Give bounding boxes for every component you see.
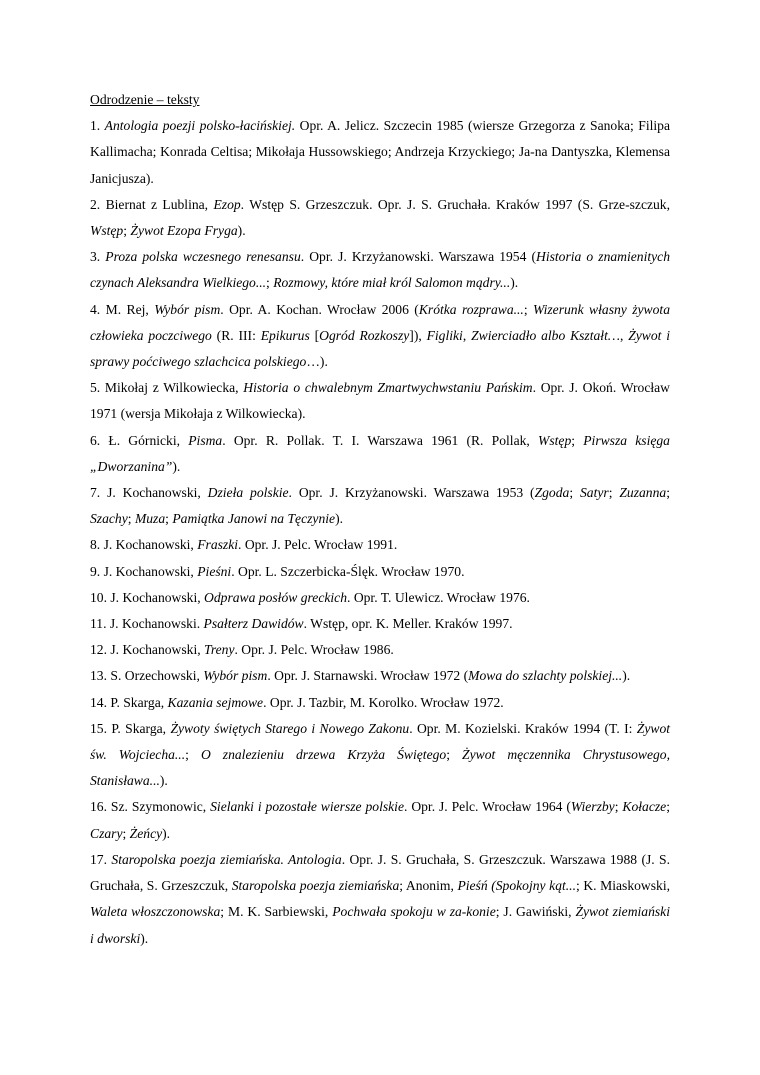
entry-title-text: Żeńcy <box>129 825 163 841</box>
entry-text: ). <box>335 511 343 527</box>
entry-text: ; <box>666 799 670 815</box>
bibliography-entry <box>90 113 670 192</box>
bibliography-entry <box>90 794 670 846</box>
entry-text: 12. J. Kochanowski, <box>90 642 205 658</box>
entry-text: ; M. K. Sarbiewski, <box>220 904 333 920</box>
entry-text: 5. Mikołaj z Wilkowiecka, <box>90 380 244 396</box>
entry-text: 17. <box>90 851 112 867</box>
entry-text: ; J. Gawiński, <box>495 904 576 920</box>
entry-text: ; <box>185 747 201 763</box>
entry-text: ; <box>446 747 463 763</box>
entry-title-text: Żywot Ezopa Fryga <box>130 223 238 239</box>
bibliography-entry <box>90 192 670 244</box>
entry-text: 16. Sz. Szymonowic, <box>90 799 211 815</box>
entry-title-text: Ogród Rozkoszy <box>319 327 410 343</box>
entry-title-text: Czary <box>90 825 123 841</box>
entry-text: ; <box>123 223 131 239</box>
bibliography-entry <box>90 847 670 952</box>
entry-text: ; <box>571 432 584 448</box>
entry-text: ). <box>159 773 168 789</box>
entry-title-text: Fraszki <box>197 537 239 553</box>
entry-title-text: Wybór pism <box>203 668 268 684</box>
entry-title-text: Wstęp <box>538 432 572 448</box>
entry-title-text: Pirwsza księga „Dworzanina” <box>90 432 670 474</box>
entry-title-text: Antologia poezji polsko-łacińskiej. <box>104 118 296 134</box>
entry-text: 6. Ł. Górnicki, <box>90 432 189 448</box>
entry-text: . Opr. J. Tazbir, M. Korolko. Wrocław 1972. <box>263 694 504 710</box>
bibliography-entry <box>90 375 670 427</box>
bibliography-entry <box>90 532 670 558</box>
entry-title-text: Wizerunk własny żywota człowieka poczciwego <box>90 301 670 343</box>
entry-title-text: Żywot św. Wojciecha... <box>90 720 671 763</box>
entry-text: ). <box>510 275 519 291</box>
entry-text: . Opr. J. S. Gruchała, S. Grzeszczuk. Warszawa 1988 (J. S. Gruchała, S. Grzeszczuk, <box>90 851 671 894</box>
entry-title-text: Żywot ziemiański i dworski <box>90 904 670 946</box>
entry-text: …). <box>306 354 328 370</box>
entry-text: ). <box>237 223 246 239</box>
entry-title-text: Muza <box>134 511 166 527</box>
entry-text: [ <box>309 327 320 343</box>
entry-title-text: Pisma <box>188 432 223 448</box>
entry-text: ). <box>172 458 181 474</box>
entry-title-text: Rozmowy, które miał król Salomon mądry... <box>273 275 511 291</box>
entry-text: ; <box>666 485 670 501</box>
entry-title-text: Wybór pism <box>154 301 221 317</box>
bibliography-entry <box>90 637 670 663</box>
entry-title-text: Mowa do szlachty polskiej... <box>468 668 623 684</box>
entry-title-text: Waleta włoszczonowska <box>90 904 221 920</box>
entry-text: . Opr. J. Starnawski. Wrocław 1972 ( <box>267 668 469 684</box>
bibliography-list <box>90 113 670 952</box>
entry-text: 8. J. Kochanowski, <box>90 537 198 553</box>
entry-text: . Opr. J. Krzyżanowski. Warszawa 1953 ( <box>288 485 535 501</box>
entry-title-text: Historia o znamienitych czynach Aleksandra Wielkiego... <box>90 249 671 291</box>
entry-text: 10. J. Kochanowski, <box>90 589 205 605</box>
bibliography-entry <box>90 716 670 795</box>
entry-title-text: Krótka rozprawa... <box>418 301 524 317</box>
entry-text: , <box>619 327 629 343</box>
entry-text: (R. III: <box>211 327 261 343</box>
entry-title-text: Kazania sejmowe <box>167 694 264 710</box>
entry-text: Opr. A. Jelicz. Szczecin 1985 (wiersze Grzegorza z Sanoka; Filipa Kallimacha; Konrada Celtisa; Mikołaja Hussowskiego; Andrzeja Krzyckiego; Ja-na Dantyszka, Klemensa Janicjusza). <box>90 118 670 186</box>
entry-text: ; <box>266 275 274 291</box>
entry-text: ; <box>523 301 534 317</box>
bibliography-entry <box>90 559 670 585</box>
entry-text: ; Anonim, <box>399 878 458 894</box>
entry-title-text: Zgoda <box>534 485 570 501</box>
entry-title-text: Treny <box>204 642 235 658</box>
entry-title-text: Wierzby <box>570 799 615 815</box>
entry-text: . Opr. A. Kochan. Wrocław 2006 ( <box>220 301 419 317</box>
entry-text: . Opr. M. Kozielski. Kraków 1994 (T. I: <box>409 720 637 736</box>
entry-text: . Opr. L. Szczerbicka-Ślęk. Wrocław 1970. <box>231 563 465 579</box>
entry-title-text: Staropolska poezja ziemiańska <box>231 878 400 894</box>
entry-text: . Opr. T. Ulewicz. Wrocław 1976. <box>347 589 530 605</box>
bibliography-entry <box>90 611 670 637</box>
entry-text: 15. P. Skarga, <box>90 720 171 736</box>
entry-text: ; <box>122 825 130 841</box>
entry-text: 7. J. Kochanowski, <box>90 485 208 501</box>
bibliography-entry <box>90 480 670 532</box>
entry-title-text: Pamiątka Janowi na Tęczynie <box>172 511 336 527</box>
entry-text: . Wstęp, opr. K. Meller. Kraków 1997. <box>303 616 513 632</box>
entry-title-text: Psałterz Dawidów <box>203 616 304 632</box>
entry-text: ]), <box>409 327 427 343</box>
entry-title-text: Szachy <box>90 511 128 527</box>
entry-text: ; <box>569 485 580 501</box>
entry-text: . Opr. R. Pollak. T. I. Warszawa 1961 (R. Pollak, <box>222 432 539 448</box>
entry-text: 13. S. Orzechowski, <box>90 668 204 684</box>
entry-title-text: Pochwała spokoju w za-konie <box>332 904 496 920</box>
entry-text: ). <box>162 825 171 841</box>
entry-title-text: Pieśni <box>197 563 232 579</box>
document-body <box>90 87 670 952</box>
entry-text: . Opr. J. Okoń. Wrocław 1971 (wersja Mikołaja z Wilkowiecka). <box>90 380 670 422</box>
entry-title-text: Żywot męczennika Chrystusowego, Stanisława... <box>90 747 671 789</box>
entry-text: ; <box>165 511 173 527</box>
bibliography-entry <box>90 428 670 480</box>
entry-text: . Opr. J. Pelc. Wrocław 1991. <box>238 537 398 553</box>
entry-text: . Opr. J. Pelc. Wrocław 1964 ( <box>404 799 571 815</box>
entry-title-text: Staropolska poezja ziemiańska. Antologia <box>111 851 342 867</box>
bibliography-entry <box>90 585 670 611</box>
entry-text: 11. J. Kochanowski. <box>90 616 204 632</box>
entry-text: . Wstęp S. Grzeszczuk. Opr. J. S. Gruchała. Kraków 1997 (S. Grze-szczuk, <box>240 196 671 212</box>
entry-title-text: Sielanki i pozostałe wiersze polskie <box>210 799 404 815</box>
document-heading: Odrodzenie – teksty <box>90 92 200 107</box>
entry-title-text: Dzieła polskie <box>207 485 289 501</box>
entry-title-text: Zwierciadło albo Kształt… <box>471 327 620 343</box>
bibliography-entry <box>90 690 670 716</box>
entry-title-text: O znalezieniu drzewa Krzyża Świętego <box>200 747 447 763</box>
entry-text: 9. J. Kochanowski, <box>90 563 198 579</box>
entry-text: ; K. Miaskowski, <box>575 878 671 894</box>
entry-text: 3. <box>90 249 106 265</box>
entry-title-text: Kołacze <box>622 799 667 815</box>
entry-text: ). <box>140 930 149 946</box>
entry-text: ). <box>622 668 631 684</box>
entry-text: , <box>462 327 472 343</box>
entry-title-text: Historia o chwalebnym Zmartwychwstaniu Pańskim <box>243 380 533 396</box>
entry-title-text: Wstęp <box>90 223 124 239</box>
entry-text: 4. M. Rej, <box>90 301 155 317</box>
entry-text: 14. P. Skarga, <box>90 694 168 710</box>
bibliography-entry <box>90 297 670 376</box>
entry-title-text: Ezop <box>213 196 241 212</box>
bibliography-entry <box>90 244 670 296</box>
entry-text: ; <box>608 485 620 501</box>
entry-title-text: Figliki <box>426 327 463 343</box>
entry-title-text: Żywot i sprawy poćciwego szlachcica polskiego <box>90 327 671 370</box>
entry-title-text: Żywoty świętych Starego i Nowego Zakonu <box>170 720 410 736</box>
entry-title-text: Proza polska wczesnego renesansu <box>105 249 301 265</box>
entry-title-text: Odprawa posłów greckich <box>204 589 348 605</box>
entry-text: 2. Biernat z Lublina, <box>90 196 214 212</box>
entry-text: ; <box>614 799 623 815</box>
entry-text: 1. <box>90 118 105 134</box>
entry-text: . Opr. J. Pelc. Wrocław 1986. <box>234 642 394 658</box>
entry-title-text: Satyr <box>579 485 609 501</box>
entry-text: . Opr. J. Krzyżanowski. Warszawa 1954 ( <box>300 249 536 265</box>
bibliography-entry <box>90 663 670 689</box>
entry-text: ; <box>127 511 135 527</box>
entry-title-text: Epikurus <box>260 327 310 343</box>
entry-title-text: Zuzanna <box>619 485 667 501</box>
entry-title-text: Pieśń (Spokojny kąt... <box>457 878 576 894</box>
